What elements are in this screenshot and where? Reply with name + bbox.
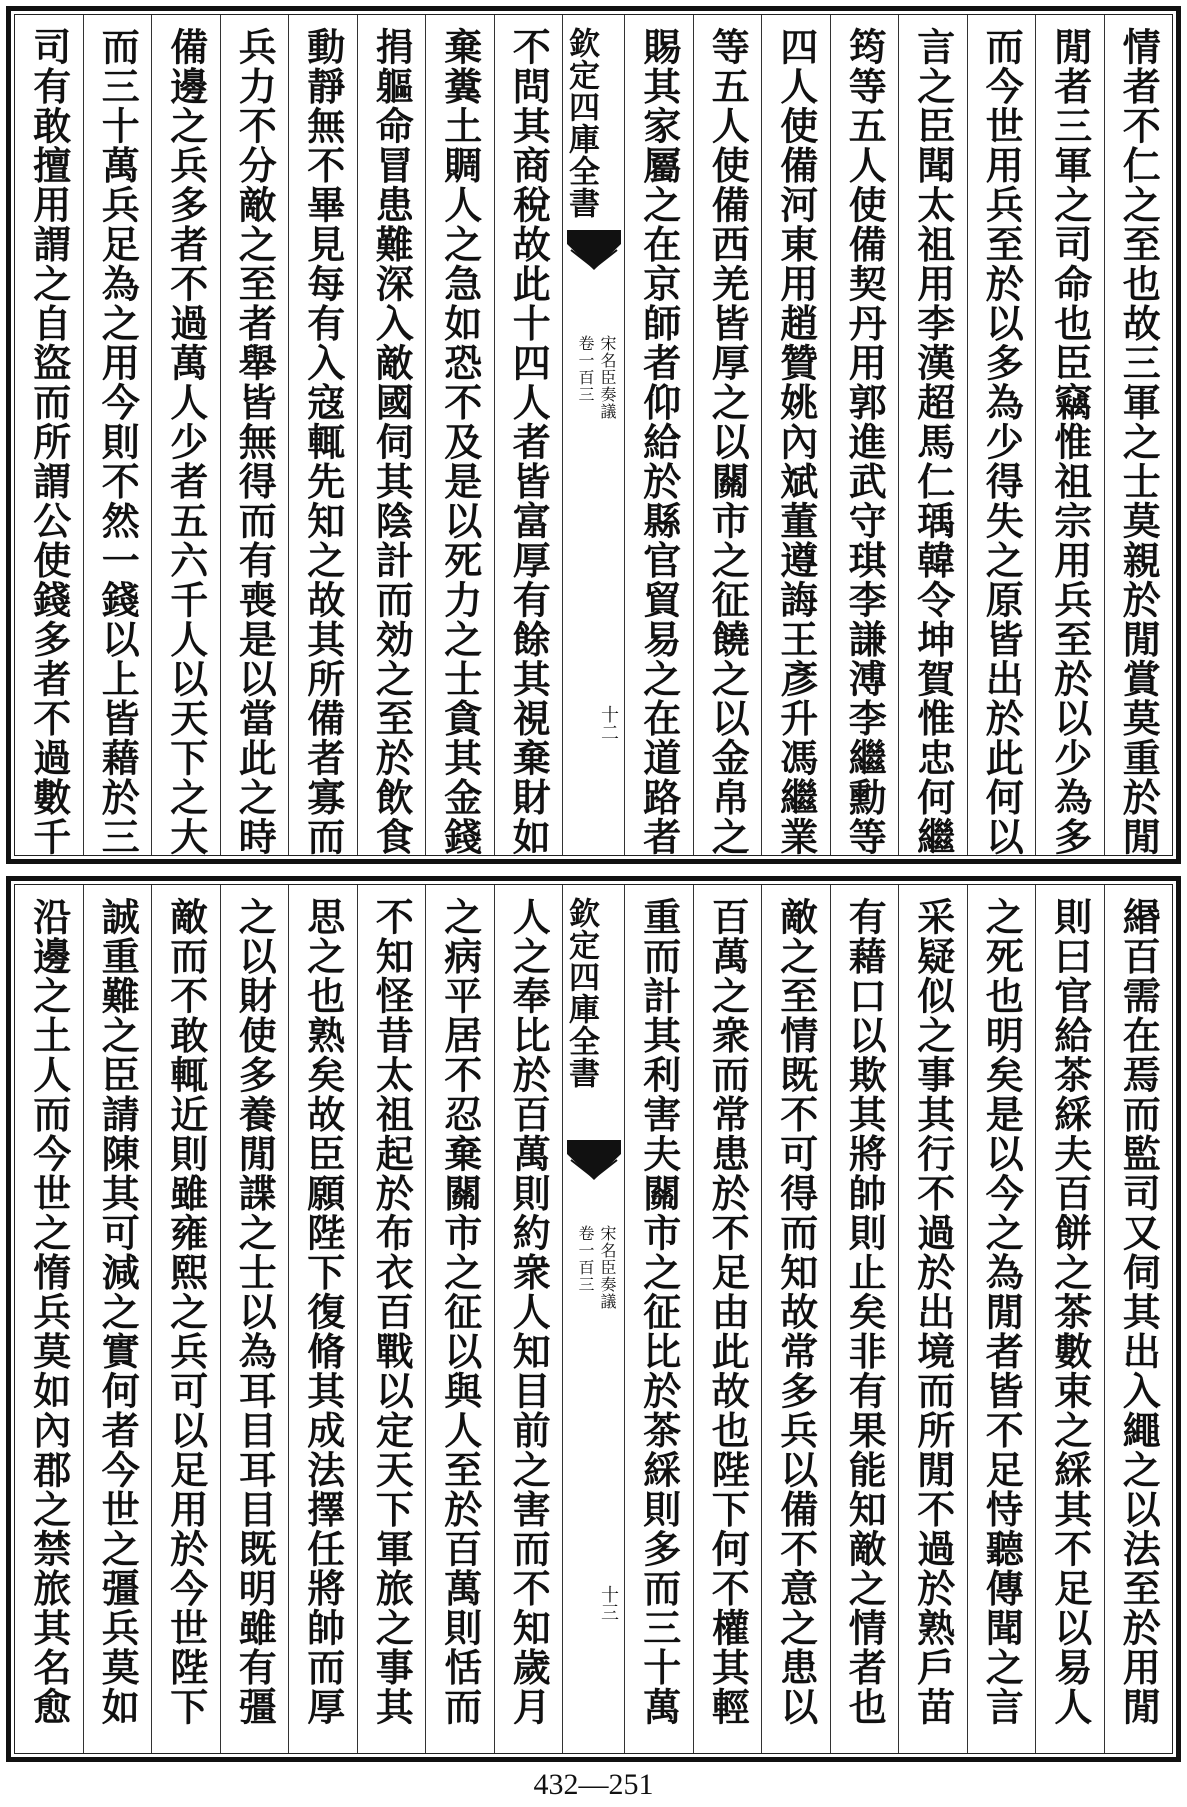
column-text: 而三十萬兵足為之用今則不然一錢以上皆藉於三 [95,27,141,857]
footer-page-number: 432—251 [533,1768,654,1801]
text-column [288,885,357,1753]
text-column [624,15,693,855]
top-page-columns [15,15,1172,855]
column-text: 備邊之兵多者不過萬人少者五六千人以天下之大 [163,27,209,857]
column-text: 之死也明矣是以今之為閒者皆不足恃聽傳聞之言 [979,897,1025,1727]
text-column [761,885,830,1753]
text-column [357,15,426,855]
text-column [830,15,899,855]
fold-juan: 卷一百三 [576,335,595,403]
text-column [83,885,152,1753]
text-column [151,885,220,1753]
bottom-page-columns [15,885,1172,1753]
column-text: 言之臣聞太祖用李漢超馬仁瑀韓令坤賀惟忠何繼 [910,27,956,857]
text-column [624,885,693,1753]
column-text: 緡百需在焉而監司又伺其出入繩之以法至於用閒 [1116,897,1162,1727]
column-text: 棄糞土賙人之急如恐不及是以死力之士貪其金錢 [437,27,483,857]
text-column [1104,885,1173,1753]
column-text: 動靜無不畢見每有入寇輒先知之故其所備者寡而 [300,27,346,857]
center-fold [562,15,624,855]
column-text: 有藉口以欺其將帥則止矣非有果能知敵之情者也 [842,897,888,1727]
column-text: 賜其家屬之在京師者仰給於縣官貿易之在道路者 [636,27,682,857]
fishtail-ornament-icon [567,230,621,270]
text-column [220,885,289,1753]
text-column [830,885,899,1753]
top-page [6,6,1181,864]
fold-title: 欽定四庫全書 [563,27,599,219]
column-text: 等五人使備西羌皆厚之以關市之征饒之以金帛之 [705,27,751,857]
column-text: 百萬之衆而常患於不足由此故也陛下何不權其輕 [705,897,751,1727]
top-page-frame [14,14,1173,856]
fold-book-title: 宋名臣奏議 [598,335,617,420]
text-column [494,885,563,1753]
column-text: 筠等五人使備契丹用郭進武守琪李謙溥李繼勳等 [842,27,888,857]
column-text: 司有敢擅用謂之自盜而所謂公使錢多者不過數千 [26,27,72,857]
fold-title: 欽定四庫全書 [563,897,599,1089]
column-text: 捐軀命冒患難深入敵國伺其陰計而効之至於飲食 [369,27,415,857]
text-column [967,885,1036,1753]
text-column [425,15,494,855]
column-text: 不問其商稅故此十四人者皆富厚有餘其視棄財如 [506,27,552,857]
column-text: 而今世用兵至於以多為少得失之原皆出於此何以 [979,27,1025,857]
bottom-page [6,876,1181,1762]
column-text: 思之也熟矣故臣願陛下復脩其成法擇任將帥而厚 [300,897,346,1727]
text-column [967,15,1036,855]
text-column [83,15,152,855]
fold-juan: 卷一百三 [576,1225,595,1293]
column-text: 不知怪昔太祖起於布衣百戰以定天下軍旅之事其 [369,897,415,1727]
column-text: 人之奉比於百萬則約衆人知目前之害而不知歲月 [506,897,552,1727]
column-text: 敵之至情既不可得而知故常多兵以備不意之患以 [773,897,819,1727]
fold-book-title: 宋名臣奏議 [598,1225,617,1310]
text-column [761,15,830,855]
column-text: 四人使備河東用趙贊姚內斌董遵誨王彥升馮繼業 [773,27,819,857]
bottom-page-frame [14,884,1173,1754]
text-column [1035,885,1104,1753]
text-column [494,15,563,855]
text-column [15,15,83,855]
text-column [220,15,289,855]
center-fold [562,885,624,1753]
text-column [1035,15,1104,855]
column-text: 情者不仁之至也故三軍之士莫親於閒賞莫重於閒 [1116,27,1162,857]
column-text: 采疑似之事其行不過於出境而所閒不過於熟戶苗 [910,897,956,1727]
text-column [357,885,426,1753]
fold-page-number: 十三 [598,1585,619,1621]
column-text: 閒者三軍之司命也臣竊惟祖宗用兵至於以少為多 [1047,27,1093,857]
fold-page-number: 十二 [598,705,619,741]
column-text: 敵而不敢輒近則雖雍熙之兵可以足用於今世陛下 [163,897,209,1727]
column-text: 誠重難之臣請陳其可減之實何者今世之彊兵莫如 [95,897,141,1727]
column-text: 重而計其利害夫關市之征比於茶綵則多而三十萬 [636,897,682,1727]
text-column [288,15,357,855]
fishtail-ornament-icon [567,1140,621,1180]
text-column [693,885,762,1753]
column-text: 則曰官給茶綵夫百餅之茶數束之綵其不足以易人 [1047,897,1093,1727]
text-column [425,885,494,1753]
text-column [898,885,967,1753]
column-text: 之病平居不忍棄關市之征以與人至於百萬則恬而 [437,897,483,1727]
text-column [15,885,83,1753]
text-column [1104,15,1173,855]
text-column [898,15,967,855]
column-text: 兵力不分敵之至者舉皆無得而有喪是以當此之時 [232,27,278,857]
text-column [693,15,762,855]
column-text: 之以財使多養閒諜之士以為耳目耳目既明雖有彊 [232,897,278,1727]
text-column [151,15,220,855]
column-text: 沿邊之土人而今世之惰兵莫如內郡之禁旅其名愈 [26,897,72,1727]
